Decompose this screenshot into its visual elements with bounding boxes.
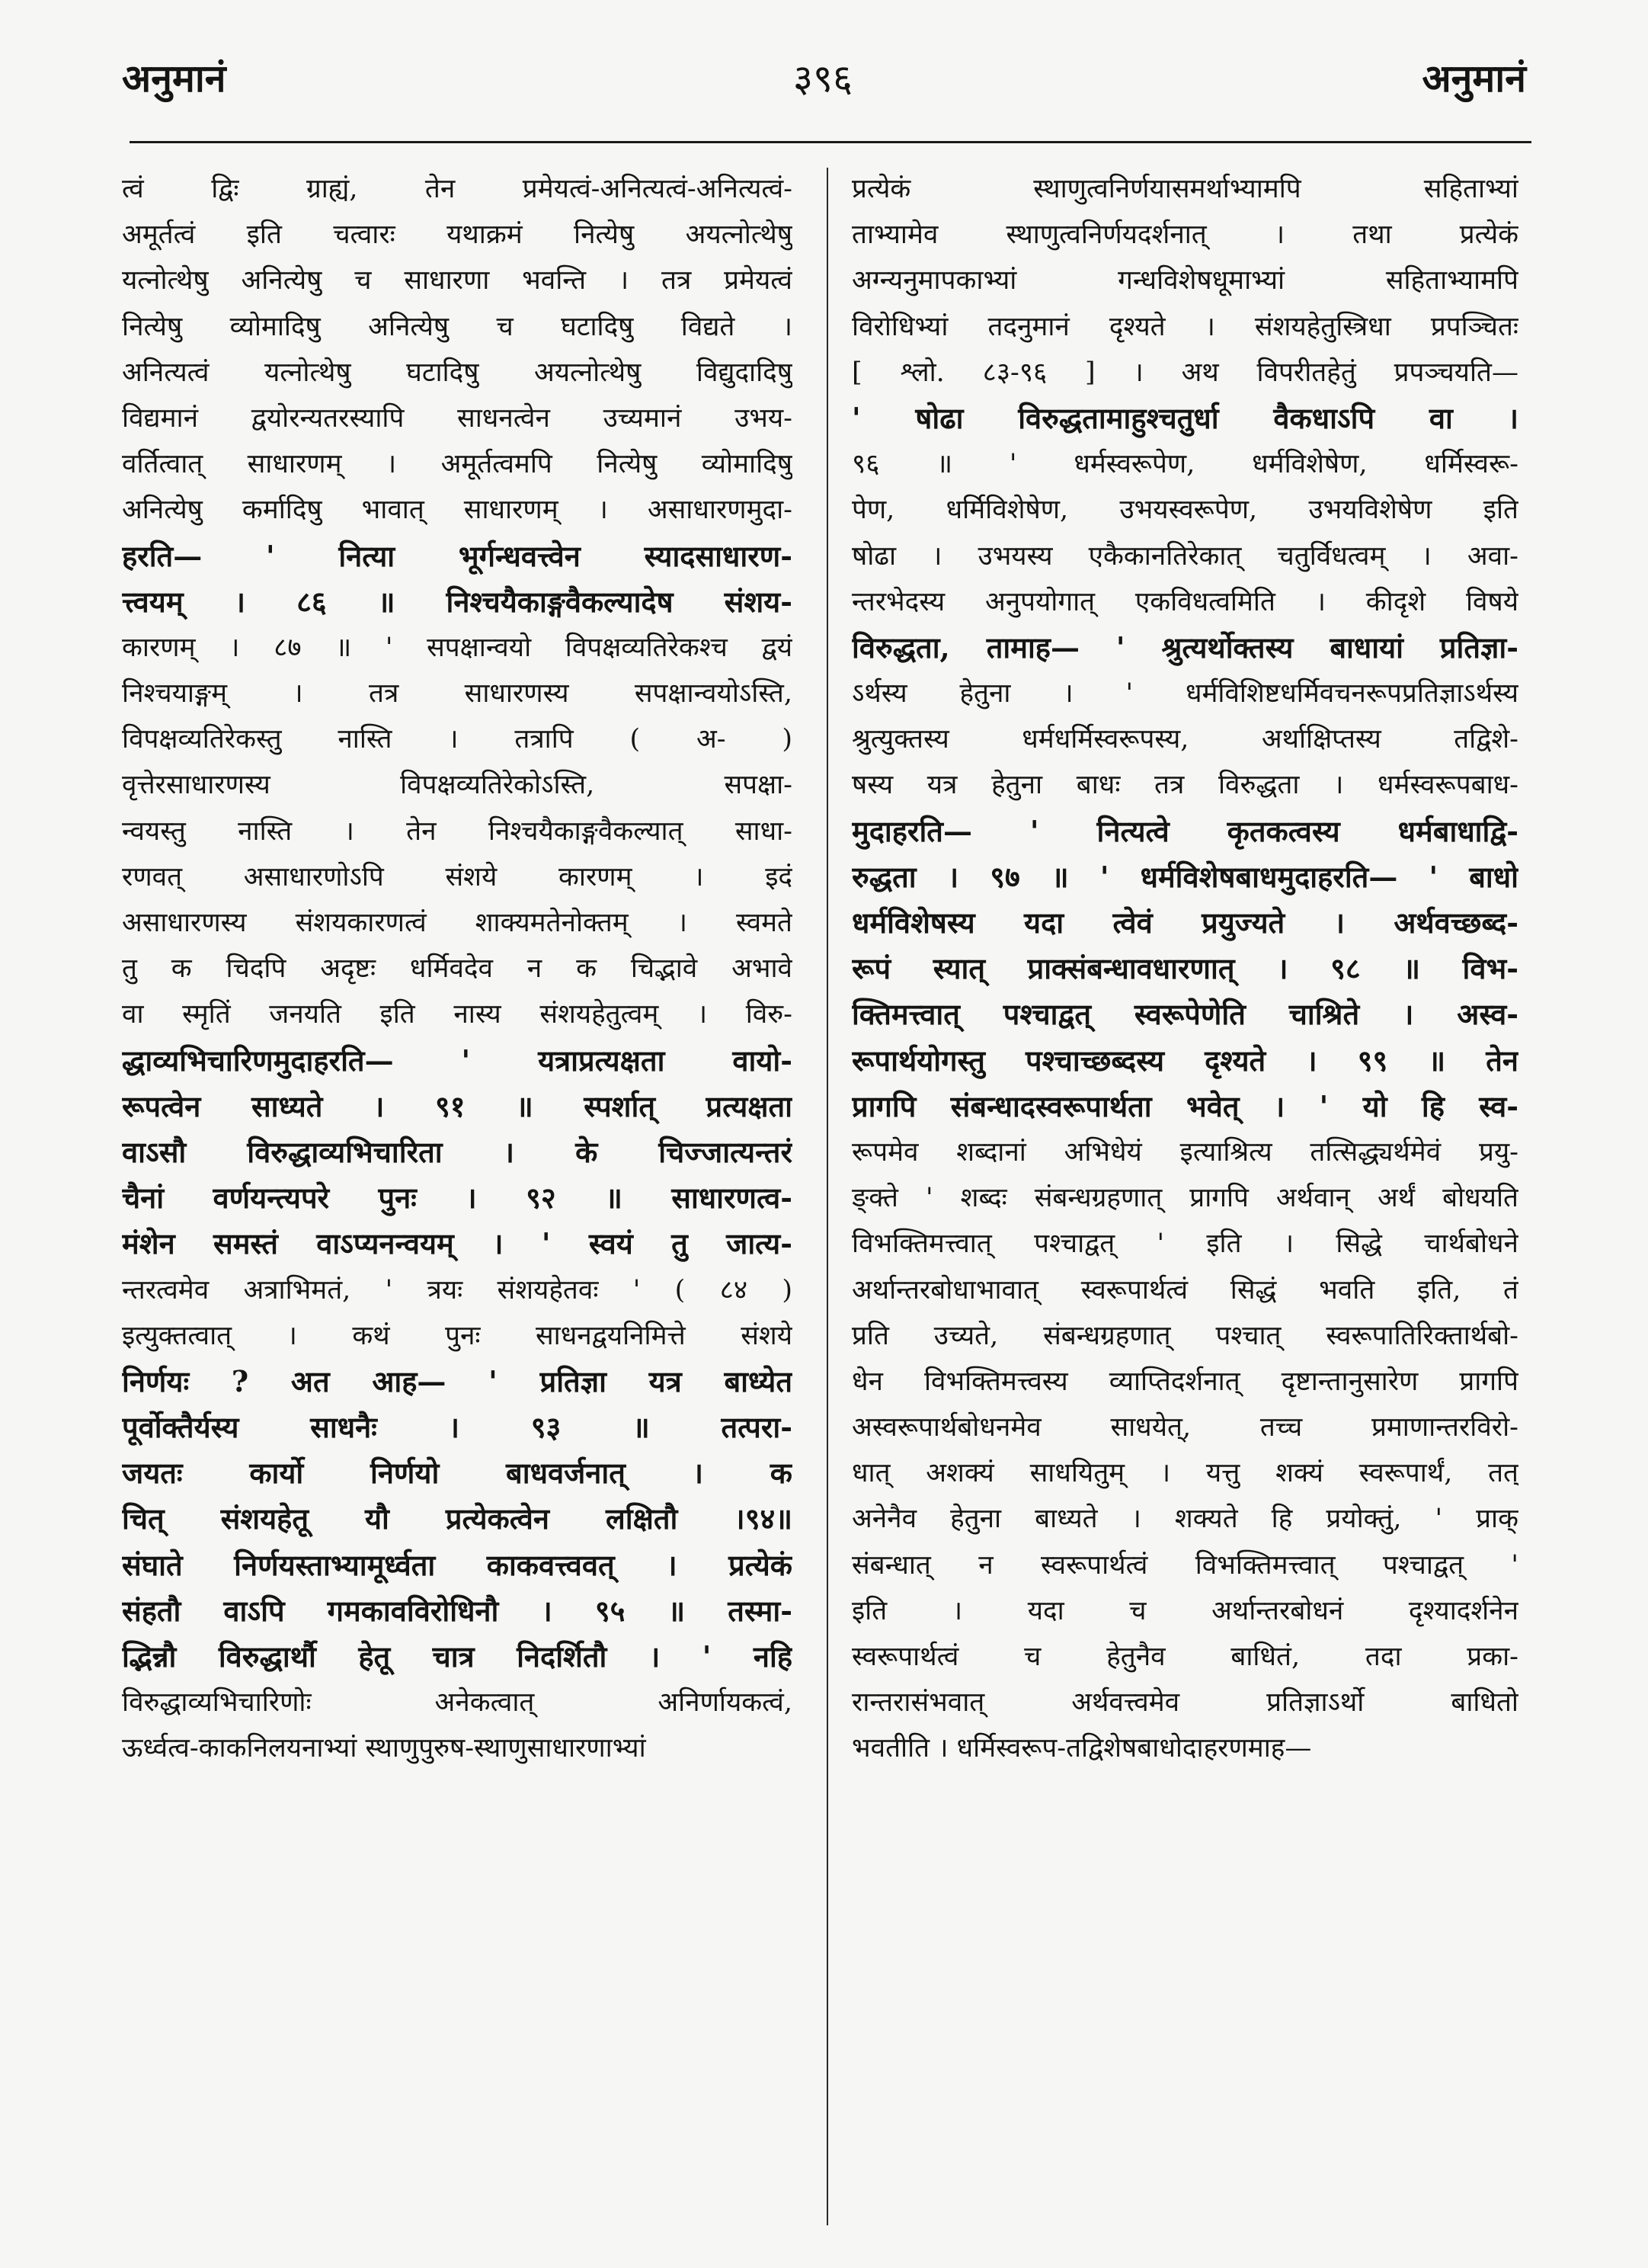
text-line: इति । यदा च अर्थान्तरबोधनं दृश्यादर्शनेन	[852, 1595, 1518, 1626]
text-line: [ श्लो. ८३-९६ ] । अथ विपरीतहेतुं प्रपञ्चयति—	[852, 357, 1518, 388]
text-line: ङ्क्ते ' शब्दः संबन्धग्रहणात् प्रागपि अर्थवान् अर्थं बोधयति	[852, 1183, 1518, 1214]
text-line: रूपत्वेन साध्यते । ९१ ॥ स्पर्शात् प्रत्यक्षता	[122, 1088, 792, 1123]
text-line: न्तरभेदस्य अनुपयोगात् एकविधत्वमिति । कीदृशे विषये	[852, 586, 1518, 617]
running-head-right: अनुमानं	[1422, 56, 1526, 101]
right-column	[852, 166, 1518, 1772]
text-line: मुदाहरति— ' नित्यत्वे कृतकत्वस्य धर्मबाधाद्वि-	[852, 813, 1518, 848]
text-line: विरुद्धता, तामाह— ' श्रुत्यर्थोक्तस्य बाधायां प्रतिज्ञा-	[852, 629, 1518, 665]
text-line: संहतौ वाऽपि गमकावविरोधिनौ । ९५ ॥ तस्मा-	[122, 1593, 792, 1628]
text-line: धेन विभक्तिमत्त्वस्य व्याप्तिदर्शनात् दृष्टान्तानुसारेण प्रागपि	[852, 1366, 1518, 1397]
text-line: अस्वरूपार्थबोधनमेव साधयेत्, तच्च प्रमाणान्तरविरो-	[852, 1412, 1518, 1443]
text-line: विपक्षव्यतिरेकस्तु नास्ति । तत्रापि ( अ- )	[122, 724, 792, 755]
text-line: चैनां वर्णयन्त्यपरे पुनः । ९२ ॥ साधारणत्व-	[122, 1180, 792, 1216]
text-line: कारणम् । ८७ ॥ ' सपक्षान्वयो विपक्षव्यतिरेकश्च द्वयं	[122, 632, 792, 663]
text-line: द्धाव्यभिचारिणमुदाहरति— ' यत्राप्रत्यक्षता वायो-	[122, 1043, 792, 1078]
text-line: असाधारणस्य संशयकारणत्वं शाक्यमतेनोक्तम् । स्वमते	[122, 908, 792, 938]
text-line: वा स्मृतिं जनयति इति नास्य संशयहेतुत्वम् । विरु-	[122, 999, 792, 1030]
text-line: यत्नोत्थेषु अनित्येषु च साधारणा भवन्ति । तत्र प्रमेयत्वं	[122, 265, 792, 296]
text-line: स्वरूपार्थत्वं च हेतुनैव बाधितं, तदा प्रका-	[852, 1642, 1518, 1672]
text-line: नित्येषु व्योमादिषु अनित्येषु च घटादिषु विद्यते ।	[122, 311, 792, 342]
text-line: रुद्धता । ९७ ॥ ' धर्मविशेषबाधमुदाहरति— ' बाधो	[852, 859, 1518, 894]
text-line: वाऽसौ विरुद्धाव्यभिचारिता । के चिज्जात्यन्तरं	[122, 1134, 792, 1169]
text-line: भवतीति । धर्मिस्वरूप-तद्विशेषबाधोदाहरणमाह—	[852, 1733, 1312, 1764]
text-line: जयतः कार्यो निर्णयो बाधवर्जनात् । क	[122, 1456, 792, 1491]
text-line: वृत्तेरसाधारणस्य विपक्षव्यतिरेकोऽस्ति, सपक्षा-	[122, 770, 792, 801]
text-line: ऊर्ध्वत्व-काकनिलयनाभ्यां स्थाणुपुरुष-स्थाणुसाधारणाभ्यां	[122, 1733, 646, 1764]
text-line: रान्तरासंभवात् अर्थवत्त्वमेव प्रतिज्ञाऽर्थो बाधितो	[852, 1687, 1518, 1719]
text-line: तु क चिदपि अदृष्टः धर्मिवदेव न क चिद्भावे अभावे	[122, 953, 792, 985]
text-line: विरुद्धाव्यभिचारिणोः अनेकत्वात् अनिर्णायकत्वं,	[122, 1687, 792, 1719]
text-line: त्त्वयम् । ८६ ॥ निश्चयैकाङ्गवैकल्यादेष संशय-	[122, 584, 792, 619]
text-line: हरति— ' नित्या भूर्गन्धवत्त्वेन स्यादसाधारण-	[122, 538, 792, 573]
text-line: ताभ्यामेव स्थाणुत्वनिर्णयदर्शनात् । तथा प्रत्येकं	[852, 219, 1518, 251]
header-rule	[130, 141, 1531, 143]
text-line: प्रागपि संबन्धादस्वरूपार्थता भवेत् । ' यो हि स्व-	[852, 1088, 1518, 1123]
text-line: न्वयस्तु नास्ति । तेन निश्चयैकाङ्गवैकल्यात् साधा-	[122, 815, 792, 847]
text-line: चित् संशयहेतू यौ प्रत्येकत्वेन लक्षितौ ।९४॥	[122, 1501, 792, 1536]
text-line: पेण, धर्मिविशेषेण, उभयस्वरूपेण, उभयविशेषेण इति	[852, 495, 1518, 526]
running-head-left: अनुमानं	[122, 56, 226, 101]
text-line: इत्युक्तत्वात् । कथं पुनः साधनद्वयनिमित्ते संशये	[122, 1320, 792, 1351]
text-line: प्रति उच्यते, संबन्धग्रहणात् पश्चात् स्वरूपातिरिक्तार्थबो-	[852, 1320, 1518, 1351]
text-line: अर्थान्तरबोधाभावात् स्वरूपार्थत्वं सिद्धं भवति इति, तं	[852, 1274, 1518, 1305]
text-line: ९६ ॥ ' धर्मस्वरूपेण, धर्मविशेषेण, धर्मिस्वरू-	[852, 449, 1518, 480]
text-line: अनित्येषु कर्मादिषु भावात् साधारणम् । असाधारणमुदा-	[122, 495, 792, 526]
text-line: धात् अशक्यं साधयितुम् । यत्तु शक्यं स्वरूपार्थं, तत्	[852, 1458, 1518, 1489]
text-line: रणवत् असाधारणोऽपि संशये कारणम् । इदं	[122, 861, 792, 892]
left-column	[122, 166, 792, 1772]
column-divider	[827, 168, 828, 2225]
text-line: षोढा । उभयस्य एकैकानतिरेकात् चतुर्विधत्वम् । अवा-	[852, 540, 1518, 572]
text-line: संबन्धात् न स्वरूपार्थत्वं विभक्तिमत्त्वात् पश्चाद्वत् '	[852, 1549, 1518, 1581]
text-line: विरोधिभ्यां तदनुमानं दृश्यते । संशयहेतुस्त्रिधा प्रपञ्चितः	[852, 311, 1518, 342]
text-line: रूपं स्यात् प्राक्संबन्धावधारणात् । ९८ ॥ विभ-	[852, 951, 1518, 986]
text-line: त्वं द्विः ग्राह्यं, तेन प्रमेयत्वं-अनित्यत्वं-अनित्यत्वं-	[122, 174, 792, 204]
text-line: मंशेन समस्तं वाऽप्यनन्वयम् । ' स्वयं तु जात्य-	[122, 1226, 792, 1261]
text-line: निर्णयः ? अत आह— ' प्रतिज्ञा यत्र बाध्येत	[122, 1363, 792, 1398]
text-line: संघाते निर्णयस्ताभ्यामूर्ध्वता काकवत्त्ववत् । प्रत्येकं	[122, 1547, 792, 1582]
text-line: वर्तित्वात् साधारणम् । अमूर्तत्वमपि नित्येषु व्योमादिषु	[122, 449, 792, 480]
text-line: षस्य यत्र हेतुना बाधः तत्र विरुद्धता । धर्मस्वरूपबाध-	[852, 770, 1518, 801]
text-line: श्रुत्युक्तस्य धर्मधर्मिस्वरूपस्य, अर्थाक्षिप्तस्य तद्विशे-	[852, 724, 1518, 755]
text-line: ऽर्थस्य हेतुना । ' धर्मविशिष्टधर्मिवचनरूपप्रतिज्ञाऽर्थस्य	[852, 678, 1518, 710]
text-line: अनेनैव हेतुना बाध्यते । शक्यते हि प्रयोक्तुं, ' प्राक्	[852, 1504, 1518, 1535]
text-line: निश्चयाङ्गम् । तत्र साधारणस्य सपक्षान्वयोऽस्ति,	[122, 678, 792, 710]
text-line: पूर्वोक्तैर्यस्य साधनैः । ९३ ॥ तत्परा-	[122, 1410, 792, 1445]
text-line: द्भिन्नौ विरुद्धार्थौ हेतू चात्र निदर्शितौ । ' नहि	[122, 1639, 792, 1674]
text-line: अनित्यत्वं यत्नोत्थेषु घटादिषु अयत्नोत्थेषु विद्युदादिषु	[122, 357, 792, 388]
text-line: रूपार्थयोगस्तु पश्चाच्छब्दस्य दृश्यते । ९९ ॥ तेन	[852, 1043, 1518, 1078]
text-line: अमूर्तत्वं इति चत्वारः यथाक्रमं नित्येषु अयत्नोत्थेषु	[122, 219, 792, 251]
text-line: ' षोढा विरुद्धतामाहुश्चतुर्धा वैकधाऽपि वा ।	[852, 400, 1518, 435]
text-line: अग्न्यनुमापकाभ्यां गन्धविशेषधूमाभ्यां सहिताभ्यामपि	[852, 265, 1518, 296]
text-line: क्तिमत्त्वात् पश्चाद्वत् स्वरूपेणेति चाश्रिते । अस्व-	[852, 997, 1518, 1032]
text-line: प्रत्येकं स्थाणुत्वनिर्णयासमर्थाभ्यामपि सहिताभ्यां	[852, 174, 1518, 204]
text-line: धर्मविशेषस्य यदा त्वेवं प्रयुज्यते । अर्थवच्छब्द-	[852, 905, 1518, 940]
text-line: विभक्तिमत्त्वात् पश्चाद्वत् ' इति । सिद्धे चार्थबोधने	[852, 1228, 1518, 1260]
text-line: विद्यमानं द्वयोरन्यतरस्यापि साधनत्वेन उच्यमानं उभय-	[122, 402, 792, 434]
text-line: न्तरत्वमेव अत्राभिमतं, ' त्रयः संशयहेतवः ' ( ८४ )	[122, 1274, 792, 1305]
text-line: रूपमेव शब्दानां अभिधेयं इत्याश्रित्य तत्सिद्ध्यर्थमेवं प्रयु-	[852, 1136, 1518, 1168]
page-number: ३९६	[793, 56, 853, 101]
